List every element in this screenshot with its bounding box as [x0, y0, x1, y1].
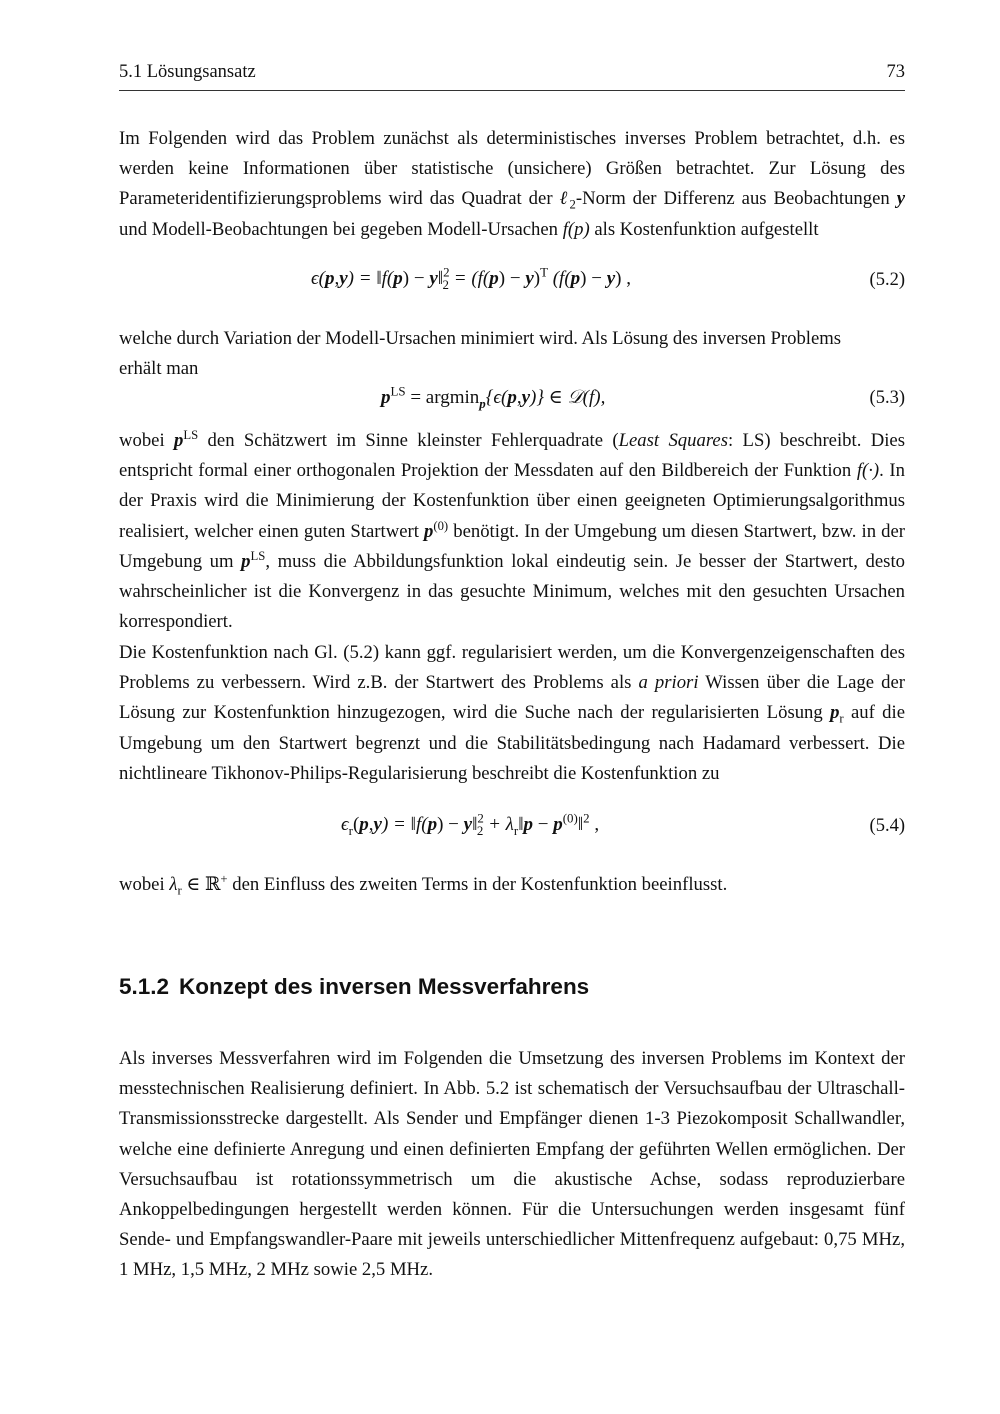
paragraph-measurement-concept: Als inverses Messverfahren wird im Folgenden die Umsetzung des inversen Problems im Kontext der messtechnischen Realisierung definiert. In Abb. 5.2 ist schematisch der Versuchsaufbau der Ultraschall-Transmissionsstrecke dargestellt. Als Sender und Empfänger dienen 1-3 Piezokomposit Schallwandler, welche eine definierte Anregung und einen definierten Empfang der geführten Wellen ermöglichen. Der Versuchsaufbau ist rotationssymmetrisch um die akustische Achse, sodass reproduzierbare Ankoppelbedingungen hergestellt werden können. Für die Untersuchungen werden insgesamt fünf Sende- und Empfangswandler-Paare mit jeweils unterschiedlicher Mittenfrequenz aufgebaut: 0,75 MHz, 1 MHz, 1,5 MHz, 2 MHz sowie 2,5 MHz. — [119, 1048, 905, 1281]
section-number: 5.1.2 — [119, 974, 170, 999]
paragraph-solution — [119, 324, 905, 384]
text: und Modell-Beobachtungen bei gegeben Modell-Ursachen — [119, 218, 563, 240]
text: welche durch Variation der Modell-Ursachen minimiert wird. Als Lösung des inversen Problems — [119, 328, 842, 349]
text: Im Folgenden wird das Problem zunächst als deterministisches inverses Problem betrachtet, d.h. — [119, 128, 881, 149]
equation-5-3 — [119, 383, 905, 418]
text: erhält man — [119, 358, 199, 380]
vector-y: y — [896, 188, 905, 210]
equation-formula: ϵ(p,y) = ‖f(p) − y‖$^2_2$ = $(f(p) - y)^T$ (f(p) − y) , — [311, 264, 631, 292]
paragraph-least-squares: wobei $p^{LS}$ den Schätzwert im Sinne kleinster Fehlerquadrate (Least Squares: LS) beschreibt. Dies entspricht formal einer orthogonalen Projektion der Messdaten auf den Bildbereich der Funktion f(·). In der Praxis wird die Minimierung der Kostenfunktion über einen geeigneten Optimierungsalgorithmus realisiert, welcher einen guten Startwert $p^{(0)}$ benötigt. In der Umgebung um diesen Startwert, bzw. in der Umgebung um $p^{LS}$, muss die Abbildungsfunktion lokal eindeutig sein. Je besser der Startwert, desto wahrscheinlicher ist die Konvergenz in das gesuchte Minimum, welches mit den gesuchten Ursachen korrespondiert. — [119, 427, 905, 633]
equation-number: (5.3) — [869, 388, 905, 408]
text: Parameteridentifizierungsproblems wird das Quadrat der — [119, 188, 560, 210]
equation-number: (5.2) — [869, 270, 905, 290]
text: als Kostenfunktion aufgestellt — [589, 218, 819, 240]
text: -Norm der Differenz aus Beobachtungen — [575, 188, 890, 210]
running-header — [119, 62, 905, 91]
equation-5-2 — [119, 264, 905, 300]
equation-formula: $p^{LS} = argmin_p\{\epsilon(p,y)\}$ ∈ 𝒟(f), — [381, 383, 606, 411]
equation-number: (5.4) — [869, 816, 905, 836]
math-fp: f(p) — [562, 218, 590, 240]
section-title: Konzept des inversen Messverfahrens — [179, 974, 590, 999]
text: es werden keine Informationen über statistische (unsichere) Größen betrachtet. Zur Lösung des — [119, 128, 905, 180]
header-section: 5.1 Lösungsansatz — [119, 62, 256, 82]
l2-symbol: ℓ — [559, 188, 570, 210]
paragraph-lambda: wobei $\lambda_r$ ∈ ℝ+ den Einfluss des zweiten Terms in der Kostenfunktion beeinflusst. — [119, 871, 728, 898]
section-heading — [119, 974, 589, 1000]
page-number: 73 — [886, 62, 905, 82]
equation-formula: $\epsilon_r(p,y)$ = ‖f(p) − y‖$^2_2$ + $\lambda_r‖p$ − $p^{(0)}‖^2$ , — [341, 810, 600, 838]
subscript: 2 — [569, 198, 576, 213]
paragraph-intro — [119, 124, 905, 245]
equation-5-4 — [119, 810, 905, 846]
paragraph-regularization: Die Kostenfunktion nach Gl. (5.2) kann ggf. regularisiert werden, um die Konvergenzeigenschaften des Problems zu verbessern. Wird z.B. der Startwert des Problems als a priori Wissen über die Lage der Lösung zur Kostenfunktion hinzugezogen, wird die Suche nach der regularisierten Lösung $p_r$ auf die Umgebung um den Startwert begrenzt und die Stabilitätsbedingung nach Hadamard verbessert. Die nichtlineare Tikhonov-Philips-Regularisierung beschreibt die Kostenfunktion zu — [119, 642, 905, 784]
